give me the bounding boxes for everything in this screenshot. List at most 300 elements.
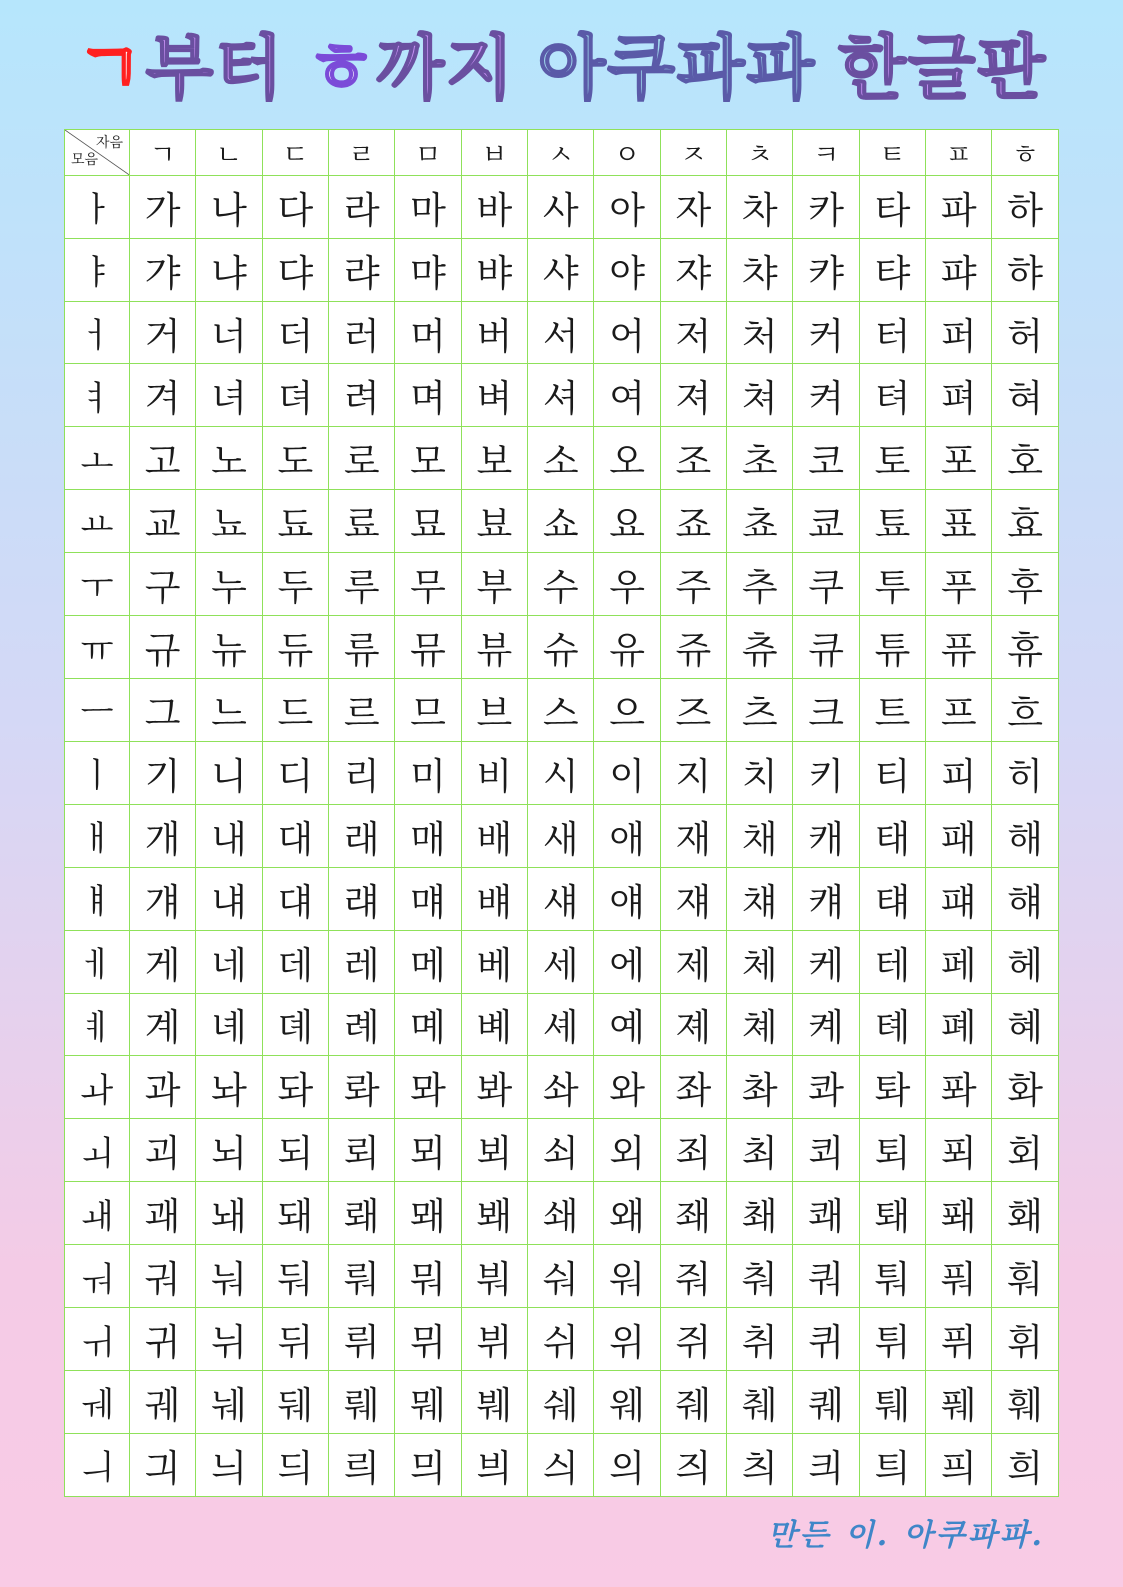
consonant-header: ㄷ <box>262 130 328 176</box>
table-row <box>65 1182 1059 1245</box>
syllable-cell: 뮤 <box>395 616 461 679</box>
header-row <box>65 130 1059 176</box>
syllable-cell: 유 <box>594 616 660 679</box>
syllable-cell: 이 <box>594 741 660 804</box>
syllable-cell: 부 <box>461 553 527 616</box>
syllable-cell: 브 <box>461 679 527 742</box>
syllable-cell: 치 <box>727 741 793 804</box>
syllable-cell: 혀 <box>992 364 1058 427</box>
syllable-cell: 에 <box>594 930 660 993</box>
syllable-cell: 피 <box>926 741 992 804</box>
syllable-cell: 죄 <box>660 1119 726 1182</box>
syllable-cell: 라 <box>329 175 395 238</box>
syllable-cell: 톄 <box>859 993 925 1056</box>
syllable-cell: 르 <box>329 679 395 742</box>
syllable-cell: 싀 <box>528 1433 594 1496</box>
table-row <box>65 553 1059 616</box>
syllable-cell: 조 <box>660 427 726 490</box>
syllable-cell: 궈 <box>130 1245 196 1308</box>
syllable-cell: 츄 <box>727 616 793 679</box>
title-author: 아쿠파파 <box>537 27 817 109</box>
syllable-cell: 류 <box>329 616 395 679</box>
syllable-cell: 럐 <box>329 867 395 930</box>
syllable-cell: 와 <box>594 1056 660 1119</box>
syllable-cell: 두 <box>262 553 328 616</box>
syllable-cell: 트 <box>859 679 925 742</box>
syllable-cell: 뫼 <box>395 1119 461 1182</box>
syllable-cell: 퓨 <box>926 616 992 679</box>
consonant-header: ㅁ <box>395 130 461 176</box>
syllable-cell: 래 <box>329 804 395 867</box>
table-row <box>65 238 1059 301</box>
syllable-cell: 쿠 <box>793 553 859 616</box>
syllable-cell: 헤 <box>992 930 1058 993</box>
vowel-header: ㅜ <box>65 553 130 616</box>
syllable-cell: 비 <box>461 741 527 804</box>
syllable-cell: 쇼 <box>528 490 594 553</box>
vowel-header: ㅒ <box>65 867 130 930</box>
vowel-header: ㅏ <box>65 175 130 238</box>
syllable-cell: 주 <box>660 553 726 616</box>
syllable-cell: 랴 <box>329 238 395 301</box>
syllable-cell: 븨 <box>461 1433 527 1496</box>
syllable-cell: 다 <box>262 175 328 238</box>
syllable-cell: 모 <box>395 427 461 490</box>
syllable-cell: 뤼 <box>329 1308 395 1371</box>
vowel-header: ㅟ <box>65 1308 130 1371</box>
syllable-cell: 터 <box>859 301 925 364</box>
syllable-cell: 퀴 <box>793 1308 859 1371</box>
consonant-header: ㄱ <box>130 130 196 176</box>
syllable-cell: 아 <box>594 175 660 238</box>
syllable-cell: 샤 <box>528 238 594 301</box>
syllable-cell: 해 <box>992 804 1058 867</box>
syllable-cell: 취 <box>727 1308 793 1371</box>
syllable-cell: 훼 <box>992 1370 1058 1433</box>
page-title <box>0 18 1123 118</box>
syllable-cell: 드 <box>262 679 328 742</box>
syllable-cell: 봬 <box>461 1182 527 1245</box>
syllable-cell: 챠 <box>727 238 793 301</box>
table-row <box>65 993 1059 1056</box>
syllable-cell: 튀 <box>859 1308 925 1371</box>
syllable-cell: 새 <box>528 804 594 867</box>
syllable-cell: 뫠 <box>395 1182 461 1245</box>
syllable-cell: 서 <box>528 301 594 364</box>
syllable-cell: 뭐 <box>395 1245 461 1308</box>
syllable-cell: 대 <box>262 804 328 867</box>
syllable-cell: 쇄 <box>528 1182 594 1245</box>
syllable-cell: 흐 <box>992 679 1058 742</box>
consonant-header: ㅎ <box>992 130 1058 176</box>
vowel-header: ㅢ <box>65 1433 130 1496</box>
syllable-cell: 뷔 <box>461 1308 527 1371</box>
syllable-cell: 히 <box>992 741 1058 804</box>
syllable-cell: 줴 <box>660 1370 726 1433</box>
syllable-cell: 추 <box>727 553 793 616</box>
syllable-cell: 괴 <box>130 1119 196 1182</box>
consonant-header: ㅅ <box>528 130 594 176</box>
syllable-cell: 도 <box>262 427 328 490</box>
syllable-cell: 댸 <box>262 867 328 930</box>
syllable-cell: 냬 <box>196 867 262 930</box>
syllable-cell: 퐤 <box>926 1182 992 1245</box>
syllable-cell: 턔 <box>859 867 925 930</box>
consonant-header: ㅇ <box>594 130 660 176</box>
consonant-header: ㄹ <box>329 130 395 176</box>
syllable-cell: 얘 <box>594 867 660 930</box>
syllable-cell: 궤 <box>130 1370 196 1433</box>
syllable-cell: 여 <box>594 364 660 427</box>
syllable-cell: 오 <box>594 427 660 490</box>
syllable-cell: 표 <box>926 490 992 553</box>
syllable-cell: 로 <box>329 427 395 490</box>
syllable-cell: 포 <box>926 427 992 490</box>
syllable-cell: 훠 <box>992 1245 1058 1308</box>
syllable-cell: 마 <box>395 175 461 238</box>
syllable-cell: 기 <box>130 741 196 804</box>
credit-text: 만든 이. 아쿠파파. <box>767 1518 1045 1553</box>
syllable-cell: 퍄 <box>926 238 992 301</box>
syllable-cell: 켜 <box>793 364 859 427</box>
syllable-cell: 틔 <box>859 1433 925 1496</box>
syllable-cell: 퓌 <box>926 1308 992 1371</box>
syllable-cell: 쟈 <box>660 238 726 301</box>
syllable-cell: 푸 <box>926 553 992 616</box>
syllable-cell: 춰 <box>727 1245 793 1308</box>
syllable-cell: 메 <box>395 930 461 993</box>
syllable-cell: 커 <box>793 301 859 364</box>
syllable-cell: 계 <box>130 993 196 1056</box>
syllable-cell: 제 <box>660 930 726 993</box>
syllable-cell: 졔 <box>660 993 726 1056</box>
syllable-cell: 뎌 <box>262 364 328 427</box>
syllable-cell: 티 <box>859 741 925 804</box>
syllable-cell: 배 <box>461 804 527 867</box>
vowel-header: ㅙ <box>65 1182 130 1245</box>
syllable-cell: 괘 <box>130 1182 196 1245</box>
syllable-cell: 녀 <box>196 364 262 427</box>
table-row <box>65 804 1059 867</box>
syllable-cell: 므 <box>395 679 461 742</box>
syllable-cell: 퉈 <box>859 1245 925 1308</box>
title-board: 한글판 <box>838 27 1048 109</box>
syllable-cell: 롸 <box>329 1056 395 1119</box>
syllable-cell: 의 <box>594 1433 660 1496</box>
syllable-cell: 후 <box>992 553 1058 616</box>
table-row <box>65 867 1059 930</box>
vowel-header: ㅘ <box>65 1056 130 1119</box>
syllable-cell: 뤠 <box>329 1370 395 1433</box>
syllable-cell: 쵸 <box>727 490 793 553</box>
syllable-cell: 너 <box>196 301 262 364</box>
syllable-cell: 화 <box>992 1056 1058 1119</box>
syllable-cell: 과 <box>130 1056 196 1119</box>
syllable-cell: 카 <box>793 175 859 238</box>
syllable-cell: 토 <box>859 427 925 490</box>
syllable-cell: 러 <box>329 301 395 364</box>
syllable-cell: 뢰 <box>329 1119 395 1182</box>
syllable-cell: 초 <box>727 427 793 490</box>
syllable-cell: 체 <box>727 930 793 993</box>
syllable-cell: 버 <box>461 301 527 364</box>
table-row <box>65 427 1059 490</box>
vowel-header: ㅡ <box>65 679 130 742</box>
syllable-cell: 니 <box>196 741 262 804</box>
syllable-cell: 듸 <box>262 1433 328 1496</box>
syllable-cell: 뇌 <box>196 1119 262 1182</box>
syllable-cell: 콰 <box>793 1056 859 1119</box>
syllable-cell: 패 <box>926 804 992 867</box>
syllable-cell: 켸 <box>793 993 859 1056</box>
syllable-cell: 봐 <box>461 1056 527 1119</box>
syllable-cell: 쥐 <box>660 1308 726 1371</box>
syllable-cell: 쳬 <box>727 993 793 1056</box>
syllable-cell: 뤄 <box>329 1245 395 1308</box>
syllable-cell: 퇘 <box>859 1182 925 1245</box>
consonant-header: ㅂ <box>461 130 527 176</box>
syllable-cell: 둬 <box>262 1245 328 1308</box>
syllable-cell: 케 <box>793 930 859 993</box>
table-row <box>65 741 1059 804</box>
syllable-cell: 픠 <box>926 1433 992 1496</box>
syllable-cell: 풔 <box>926 1245 992 1308</box>
syllable-cell: 거 <box>130 301 196 364</box>
syllable-cell: 톼 <box>859 1056 925 1119</box>
syllable-cell: 뉘 <box>196 1308 262 1371</box>
syllable-cell: 규 <box>130 616 196 679</box>
consonant-header: ㅋ <box>793 130 859 176</box>
syllable-cell: 섀 <box>528 867 594 930</box>
syllable-cell: 코 <box>793 427 859 490</box>
syllable-cell: 믜 <box>395 1433 461 1496</box>
syllable-cell: 리 <box>329 741 395 804</box>
syllable-cell: 머 <box>395 301 461 364</box>
vowel-header: ㅖ <box>65 993 130 1056</box>
syllable-cell: 회 <box>992 1119 1058 1182</box>
syllable-cell: 갸 <box>130 238 196 301</box>
syllable-cell: 쾌 <box>793 1182 859 1245</box>
syllable-cell: 킈 <box>793 1433 859 1496</box>
syllable-cell: 뢔 <box>329 1182 395 1245</box>
syllable-cell: 뷰 <box>461 616 527 679</box>
syllable-cell: 웨 <box>594 1370 660 1433</box>
syllable-cell: 츠 <box>727 679 793 742</box>
syllable-cell: 요 <box>594 490 660 553</box>
hangul-table <box>64 129 1059 1497</box>
syllable-cell: 키 <box>793 741 859 804</box>
syllable-cell: 릐 <box>329 1433 395 1496</box>
vowel-header: ㅕ <box>65 364 130 427</box>
syllable-cell: 최 <box>727 1119 793 1182</box>
syllable-cell: 어 <box>594 301 660 364</box>
syllable-cell: 소 <box>528 427 594 490</box>
syllable-cell: 사 <box>528 175 594 238</box>
vowel-header: ㅝ <box>65 1245 130 1308</box>
syllable-cell: 쟤 <box>660 867 726 930</box>
syllable-cell: 댜 <box>262 238 328 301</box>
syllable-cell: 게 <box>130 930 196 993</box>
syllable-cell: 개 <box>130 804 196 867</box>
syllable-cell: 워 <box>594 1245 660 1308</box>
syllable-cell: 시 <box>528 741 594 804</box>
syllable-cell: 챼 <box>727 867 793 930</box>
table-row <box>65 1119 1059 1182</box>
consonant-header: ㄴ <box>196 130 262 176</box>
syllable-cell: 세 <box>528 930 594 993</box>
syllable-cell: 셔 <box>528 364 594 427</box>
syllable-cell: 눠 <box>196 1245 262 1308</box>
title-end-consonant: ㅎ <box>306 27 377 109</box>
syllable-cell: 놰 <box>196 1182 262 1245</box>
syllable-cell: 녜 <box>196 993 262 1056</box>
syllable-cell: 먀 <box>395 238 461 301</box>
syllable-cell: 겨 <box>130 364 196 427</box>
syllable-cell: 애 <box>594 804 660 867</box>
consonant-axis-label: 자음 <box>95 135 123 151</box>
syllable-cell: 퀘 <box>793 1370 859 1433</box>
syllable-cell: 뒈 <box>262 1370 328 1433</box>
syllable-cell: 쉐 <box>528 1370 594 1433</box>
syllable-cell: 숴 <box>528 1245 594 1308</box>
syllable-cell: 효 <box>992 490 1058 553</box>
syllable-cell: 늬 <box>196 1433 262 1496</box>
syllable-cell: 츼 <box>727 1433 793 1496</box>
syllable-cell: 지 <box>660 741 726 804</box>
table-row <box>65 175 1059 238</box>
syllable-cell: 테 <box>859 930 925 993</box>
syllable-cell: 햐 <box>992 238 1058 301</box>
syllable-cell: 뱌 <box>461 238 527 301</box>
syllable-cell: 희 <box>992 1433 1058 1496</box>
syllable-cell: 네 <box>196 930 262 993</box>
syllable-cell: 처 <box>727 301 793 364</box>
syllable-cell: 허 <box>992 301 1058 364</box>
vowel-header: ㅔ <box>65 930 130 993</box>
syllable-cell: 탸 <box>859 238 925 301</box>
syllable-cell: 레 <box>329 930 395 993</box>
syllable-cell: 뱨 <box>461 867 527 930</box>
syllable-cell: 슈 <box>528 616 594 679</box>
syllable-cell: 붸 <box>461 1370 527 1433</box>
syllable-cell: 내 <box>196 804 262 867</box>
table-row <box>65 1433 1059 1496</box>
syllable-cell: 쵀 <box>727 1182 793 1245</box>
syllable-cell: 파 <box>926 175 992 238</box>
table-row <box>65 1056 1059 1119</box>
syllable-cell: 걔 <box>130 867 196 930</box>
syllable-cell: 좨 <box>660 1182 726 1245</box>
syllable-cell: 되 <box>262 1119 328 1182</box>
vowel-header: ㅓ <box>65 301 130 364</box>
title-from: 부터 <box>145 27 285 109</box>
vowel-header: ㅛ <box>65 490 130 553</box>
syllable-cell: 노 <box>196 427 262 490</box>
syllable-cell: 하 <box>992 175 1058 238</box>
table-row <box>65 1308 1059 1371</box>
syllable-cell: 례 <box>329 993 395 1056</box>
consonant-header: ㅌ <box>859 130 925 176</box>
title-start-consonant: ㄱ <box>75 27 146 109</box>
syllable-cell: 태 <box>859 804 925 867</box>
syllable-cell: 뇨 <box>196 490 262 553</box>
syllable-cell: 쿄 <box>793 490 859 553</box>
syllable-cell: 뎨 <box>262 993 328 1056</box>
syllable-cell: 베 <box>461 930 527 993</box>
syllable-cell: 붜 <box>461 1245 527 1308</box>
vowel-header: ㅠ <box>65 616 130 679</box>
syllable-cell: 프 <box>926 679 992 742</box>
syllable-cell: 디 <box>262 741 328 804</box>
syllable-cell: 더 <box>262 301 328 364</box>
syllable-cell: 위 <box>594 1308 660 1371</box>
syllable-cell: 볘 <box>461 993 527 1056</box>
vowel-header: ㅚ <box>65 1119 130 1182</box>
syllable-cell: 수 <box>528 553 594 616</box>
syllable-cell: 퉤 <box>859 1370 925 1433</box>
syllable-cell: 구 <box>130 553 196 616</box>
syllable-cell: 왜 <box>594 1182 660 1245</box>
syllable-cell: 됴 <box>262 490 328 553</box>
table-row <box>65 616 1059 679</box>
syllable-cell: 크 <box>793 679 859 742</box>
syllable-cell: 긔 <box>130 1433 196 1496</box>
syllable-cell: 돠 <box>262 1056 328 1119</box>
hangul-chart <box>64 129 1058 1497</box>
syllable-cell: 타 <box>859 175 925 238</box>
syllable-cell: 교 <box>130 490 196 553</box>
syllable-cell: 홰 <box>992 1182 1058 1245</box>
syllable-cell: 고 <box>130 427 196 490</box>
vowel-header: ㅞ <box>65 1370 130 1433</box>
syllable-cell: 퍼 <box>926 301 992 364</box>
corner-cell <box>65 130 130 176</box>
syllable-cell: 쉬 <box>528 1308 594 1371</box>
syllable-cell: 뭬 <box>395 1370 461 1433</box>
syllable-cell: 무 <box>395 553 461 616</box>
syllable-cell: 며 <box>395 364 461 427</box>
syllable-cell: 차 <box>727 175 793 238</box>
syllable-cell: 줘 <box>660 1245 726 1308</box>
syllable-cell: 퐈 <box>926 1056 992 1119</box>
syllable-cell: 재 <box>660 804 726 867</box>
syllable-cell: 야 <box>594 238 660 301</box>
table-row <box>65 364 1059 427</box>
syllable-cell: 풰 <box>926 1370 992 1433</box>
syllable-cell: 예 <box>594 993 660 1056</box>
syllable-cell: 캬 <box>793 238 859 301</box>
consonant-header: ㅈ <box>660 130 726 176</box>
syllable-cell: 먜 <box>395 867 461 930</box>
syllable-cell: 췌 <box>727 1370 793 1433</box>
syllable-cell: 미 <box>395 741 461 804</box>
syllable-cell: 큐 <box>793 616 859 679</box>
syllable-cell: 몌 <box>395 993 461 1056</box>
syllable-cell: 셰 <box>528 993 594 1056</box>
syllable-cell: 뒤 <box>262 1308 328 1371</box>
syllable-cell: 묘 <box>395 490 461 553</box>
syllable-cell: 뉴 <box>196 616 262 679</box>
syllable-cell: 툐 <box>859 490 925 553</box>
syllable-cell: 죠 <box>660 490 726 553</box>
syllable-cell: 보 <box>461 427 527 490</box>
syllable-cell: 스 <box>528 679 594 742</box>
syllable-cell: 즤 <box>660 1433 726 1496</box>
syllable-cell: 매 <box>395 804 461 867</box>
syllable-cell: 튜 <box>859 616 925 679</box>
syllable-cell: 돼 <box>262 1182 328 1245</box>
syllable-cell: 놔 <box>196 1056 262 1119</box>
